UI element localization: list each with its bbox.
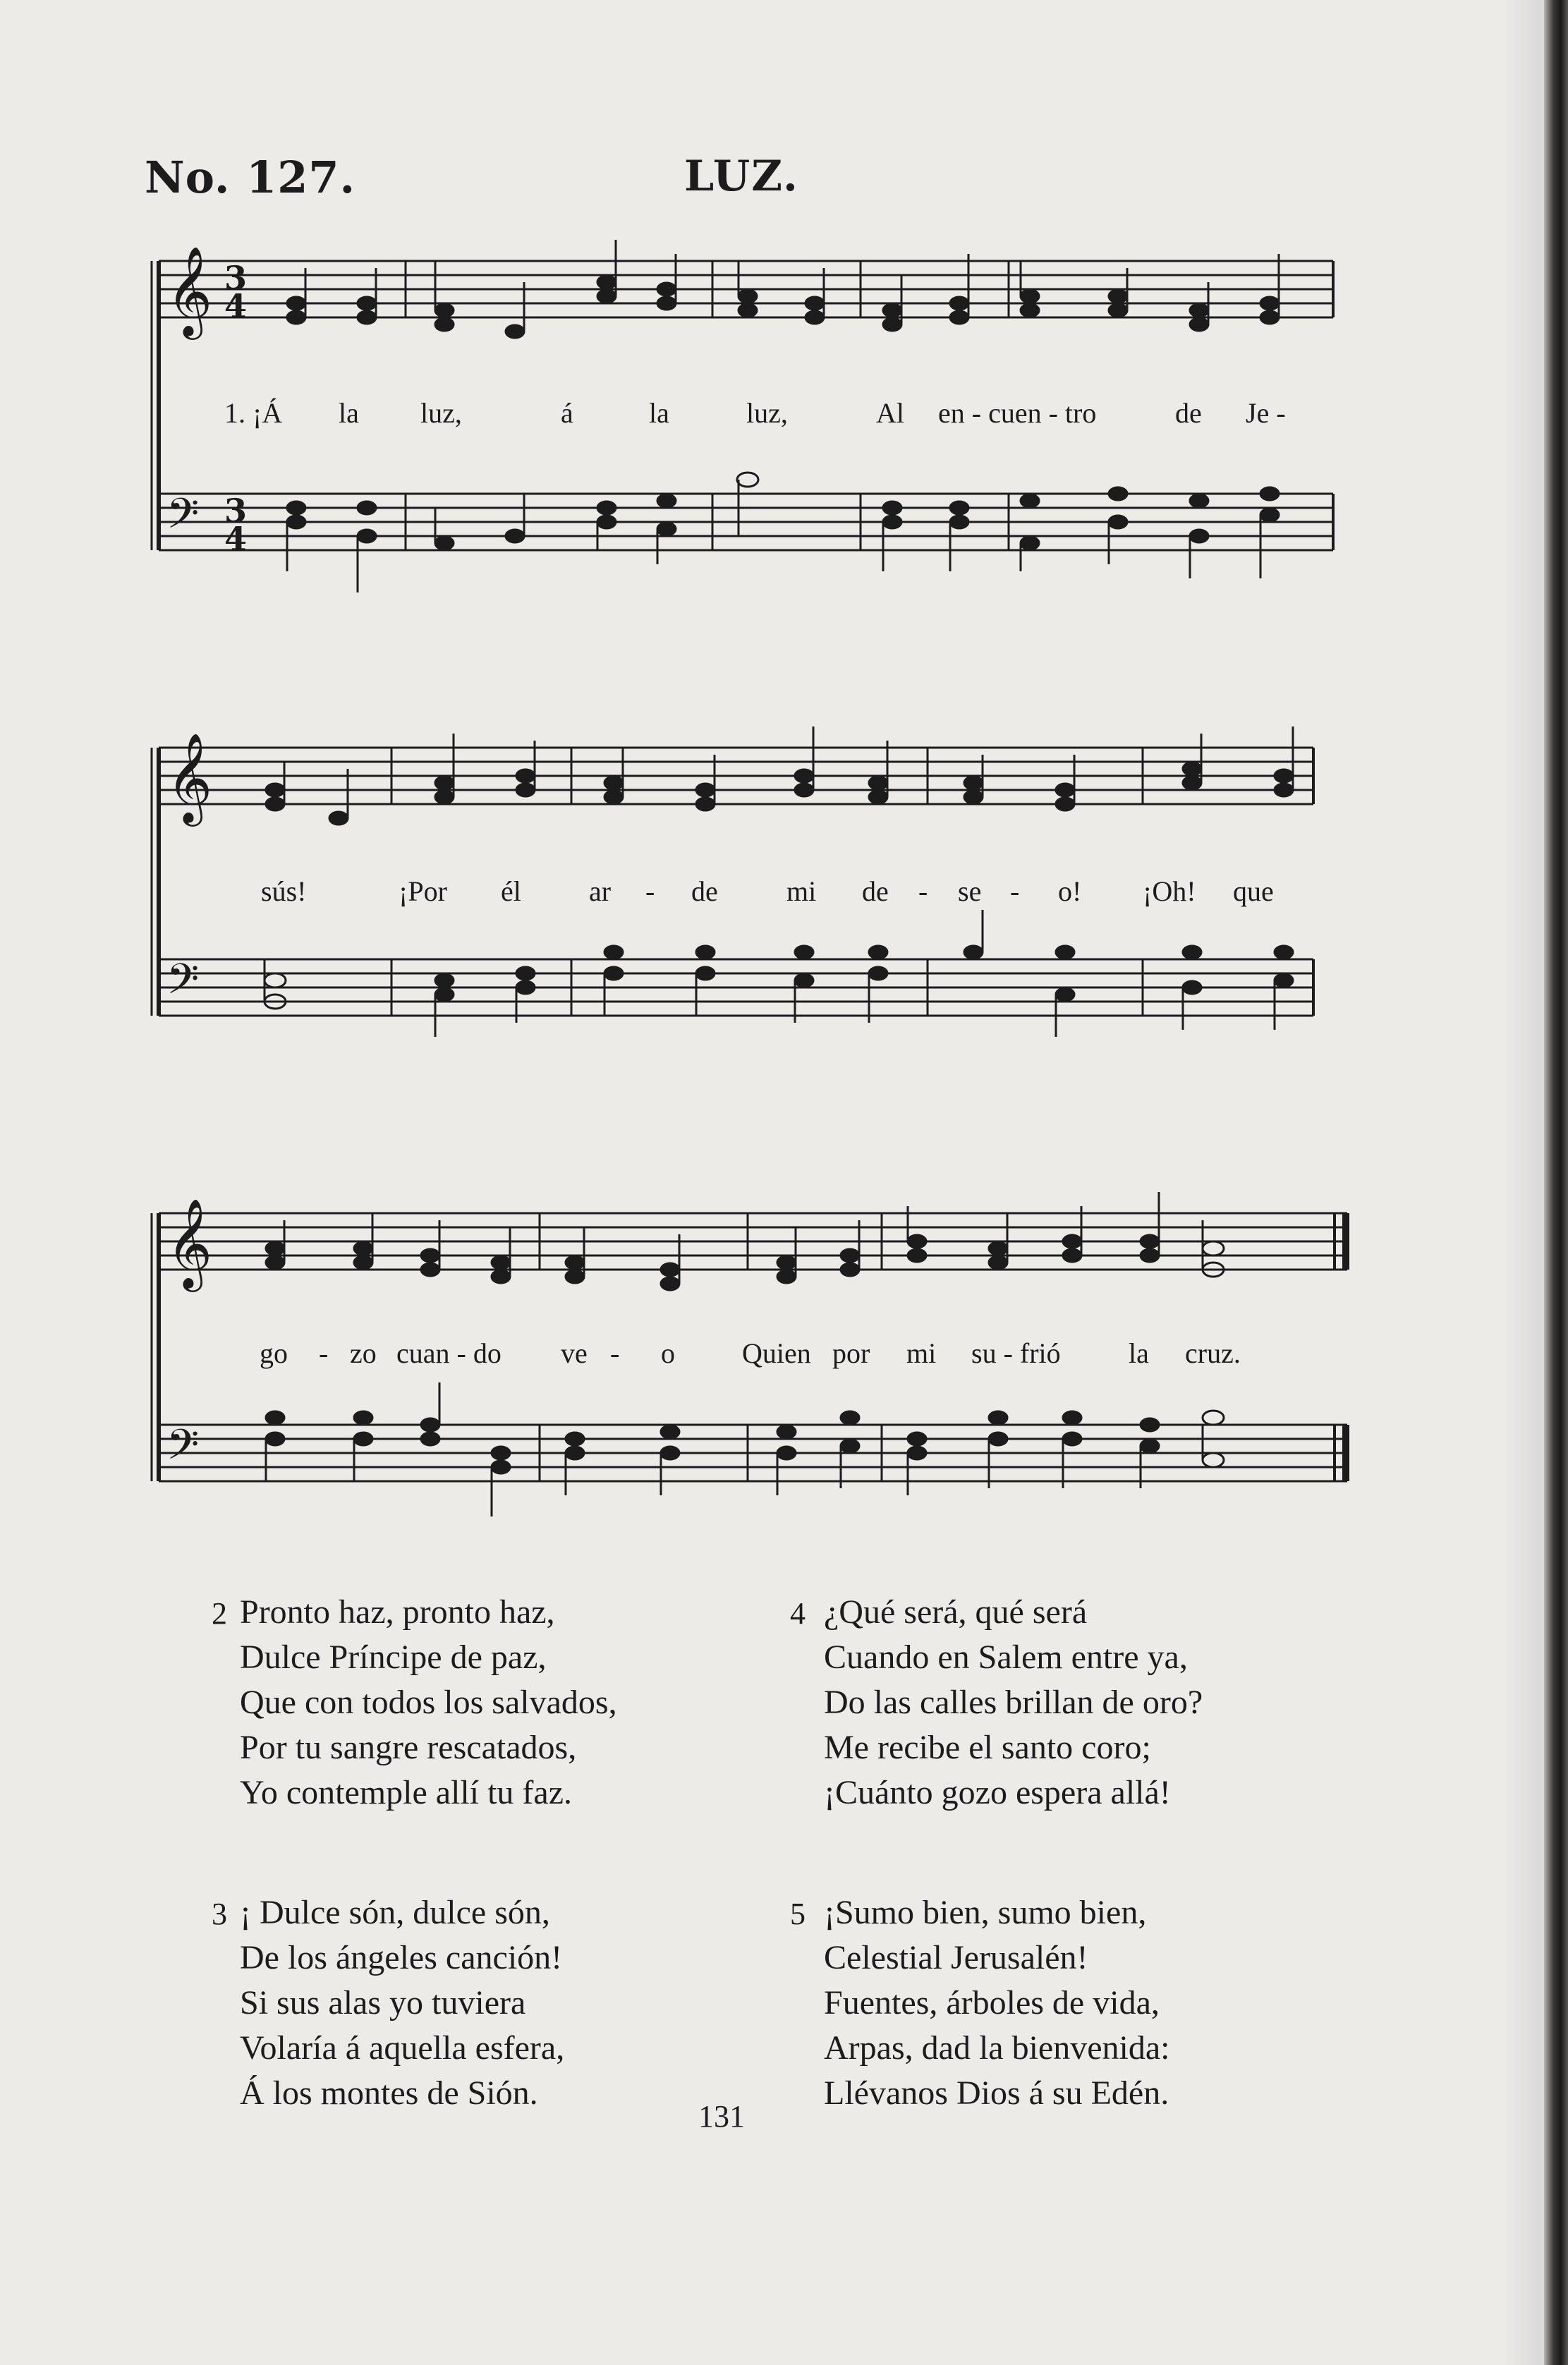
lyric-syllable: -	[645, 875, 655, 907]
lyric-syllable: ¡Por	[399, 875, 447, 907]
lyric-syllable: zo	[350, 1337, 377, 1369]
verse-line: Celestial Jerusalén!	[824, 1939, 1088, 1976]
lyric-syllable: Je -	[1246, 397, 1286, 429]
lyric-syllable: la	[339, 397, 359, 429]
lyric-syllable: -	[319, 1337, 329, 1369]
verse-line: ¡ Dulce són, dulce són,	[240, 1894, 550, 1931]
verse-line: Dulce Príncipe de paz,	[240, 1639, 547, 1676]
lyric-syllable: luz,	[746, 397, 788, 429]
hymn-title: LUZ.	[684, 152, 799, 201]
lyric-syllable: su - frió	[971, 1337, 1061, 1369]
staff-notation-2	[0, 726, 1568, 1121]
hymn-number: No. 127.	[145, 152, 356, 203]
time-signature-bottom: 4	[224, 287, 248, 325]
lyric-syllable: cruz.	[1185, 1337, 1241, 1369]
lyric-syllable: la	[1129, 1337, 1149, 1369]
verse-5	[824, 1890, 1170, 2116]
verse-line: Cuando en Salem entre ya,	[824, 1639, 1188, 1676]
music-system-2	[0, 726, 1568, 1121]
verse-line: ¿Qué será, qué será	[824, 1593, 1088, 1631]
verse-line: Que con todos los salvados,	[240, 1684, 617, 1721]
lyric-syllable: -	[610, 1337, 620, 1369]
lyric-syllable: él	[501, 875, 521, 907]
svg-text:𝄞: 𝄞	[166, 732, 213, 822]
lyric-syllable: ve	[561, 1337, 588, 1369]
music-system-3	[0, 1192, 1568, 1545]
lyric-syllable: de	[1175, 397, 1202, 429]
verse-line: Fuentes, árboles de vida,	[824, 1984, 1160, 2022]
lyric-syllable: mi	[786, 875, 817, 907]
verse-line: Yo contemple allí tu faz.	[240, 1774, 573, 1811]
verse-line: Si sus alas yo tuviera	[240, 1984, 526, 2022]
lyric-line-1	[0, 396, 1568, 439]
verse-3	[240, 1890, 564, 2116]
svg-text:3: 3	[224, 492, 248, 530]
lyric-syllable: -	[918, 875, 928, 907]
lyric-syllable: sús!	[261, 875, 307, 907]
verse-number: 2	[212, 1596, 227, 1631]
page-number: 131	[698, 2099, 745, 2134]
svg-text:𝄢: 𝄢	[166, 954, 200, 1014]
svg-text:𝄢: 𝄢	[166, 1420, 200, 1479]
verse-line: Me recibe el santo coro;	[824, 1729, 1151, 1766]
lyric-syllable: de	[691, 875, 718, 907]
lyric-syllable: ¡Oh!	[1143, 875, 1196, 907]
verse-line: De los ángeles canción!	[240, 1939, 563, 1976]
music-system-1	[0, 240, 1568, 635]
lyric-syllable: luz,	[420, 397, 462, 429]
verse-line: Arpas, dad la bienvenida:	[824, 2029, 1170, 2067]
lyric-syllable: en - cuen - tro	[938, 397, 1097, 429]
verse-line: ¡Sumo bien, sumo bien,	[824, 1894, 1147, 1931]
svg-text:4: 4	[224, 520, 248, 558]
lyric-syllable: 1. ¡Á	[224, 397, 283, 429]
lyric-syllable: la	[649, 397, 669, 429]
svg-text:𝄞: 𝄞	[166, 245, 213, 336]
lyric-syllable: -	[1010, 875, 1020, 907]
verse-line: Á los montes de Sión.	[240, 2074, 538, 2112]
lyric-syllable: o!	[1058, 875, 1082, 907]
lyric-syllable: de	[862, 875, 889, 907]
lyric-syllable: se	[958, 875, 982, 907]
verse-number: 4	[790, 1596, 806, 1631]
lyric-line-3	[0, 1337, 1568, 1379]
time-signature-top: 3	[224, 259, 248, 297]
svg-text:𝄢: 𝄢	[166, 489, 200, 548]
lyric-line-2	[0, 875, 1568, 917]
lyric-syllable: go	[260, 1337, 288, 1369]
verse-line: ¡Cuánto gozo espera allá!	[824, 1774, 1171, 1811]
verse-number: 3	[212, 1897, 227, 1931]
lyric-syllable: ar	[589, 875, 612, 907]
lyric-syllable: Al	[876, 397, 904, 429]
lyric-syllable: cuan - do	[396, 1337, 502, 1369]
verse-line: Por tu sangre rescatados,	[240, 1729, 577, 1766]
lyric-syllable: que	[1233, 875, 1274, 907]
lyric-syllable: por	[832, 1337, 870, 1369]
verse-4	[824, 1590, 1203, 1816]
lyric-syllable: Quien	[742, 1337, 811, 1369]
verse-line: Do las calles brillan de oro?	[824, 1684, 1203, 1721]
verse-number: 5	[790, 1897, 806, 1931]
lyric-syllable: á	[561, 397, 573, 429]
verse-2	[240, 1590, 617, 1816]
lyric-syllable: mi	[906, 1337, 937, 1369]
verse-line: Pronto haz, pronto haz,	[240, 1593, 555, 1631]
lyric-syllable: o	[661, 1337, 675, 1369]
svg-text:𝄞: 𝄞	[166, 1198, 213, 1288]
verse-line: Volaría á aquella esfera,	[240, 2029, 565, 2067]
verse-line: Llévanos Dios á su Edén.	[824, 2074, 1169, 2112]
